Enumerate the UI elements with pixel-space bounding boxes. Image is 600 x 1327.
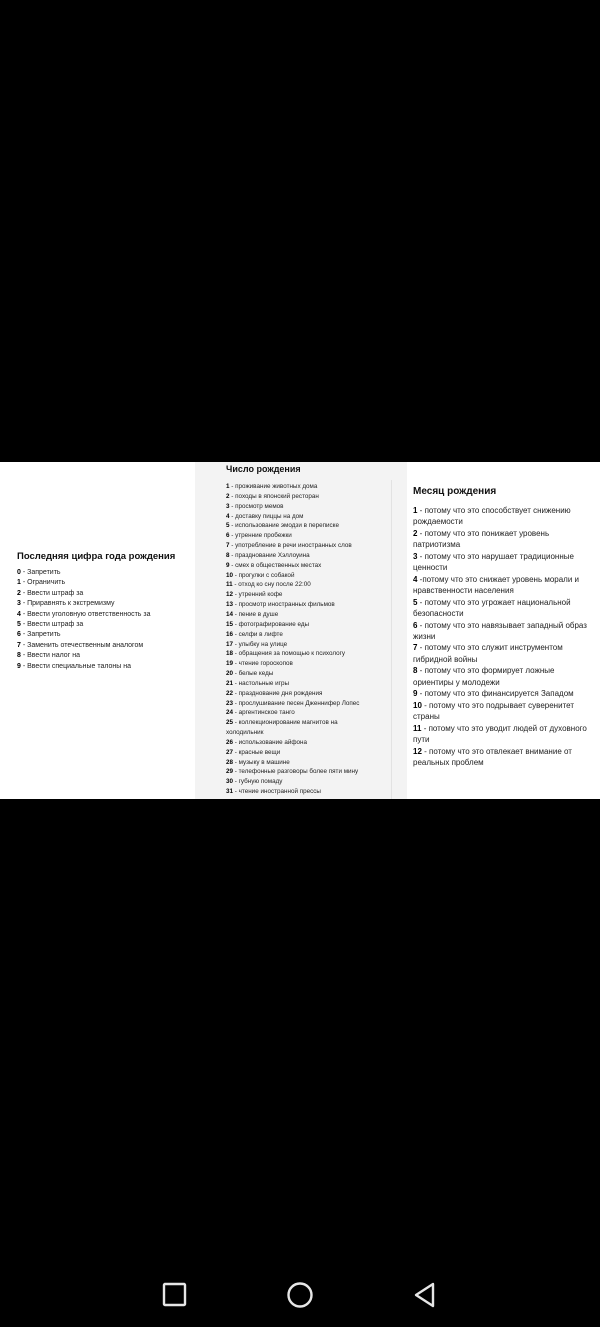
- item-text: - Ввести штраф за: [20, 621, 84, 629]
- list-item: [413, 723, 597, 745]
- list-item: [226, 640, 406, 650]
- item-text: - отход ко сну после 22:00: [232, 581, 311, 589]
- item-text: - аргентинское танго: [233, 709, 295, 717]
- list-item: [226, 738, 406, 748]
- item-number: 25: [226, 719, 234, 727]
- item-number: 1: [226, 483, 230, 490]
- item-text: - Ввести налог на: [20, 652, 80, 660]
- item-text: - Ввести специальные талоны на: [20, 662, 132, 670]
- item-text: - празднование Хэллоуина: [229, 551, 310, 559]
- item-number: 20: [226, 670, 234, 678]
- item-number: 18: [226, 650, 234, 658]
- item-number: 3: [17, 600, 21, 608]
- list-item: [413, 620, 597, 642]
- list-item: [226, 580, 406, 590]
- item-text: - пение в душе: [233, 610, 279, 618]
- list-item: [226, 551, 406, 561]
- item-text: - фотографирование еды: [233, 620, 310, 628]
- item-text: - просмотр мемов: [229, 502, 284, 510]
- item-number: 14: [226, 610, 234, 618]
- item-text: - использование эмодзи в переписке: [229, 522, 339, 530]
- list-item: [413, 528, 597, 550]
- item-number: 8: [226, 551, 230, 559]
- item-number: 12: [413, 746, 422, 756]
- last-digit-heading: Последняя цифра года рождения: [17, 551, 176, 562]
- birth-day-heading: Число рождения: [226, 464, 301, 474]
- list-item: [413, 746, 597, 768]
- list-item: [226, 492, 406, 502]
- list-item: [413, 665, 597, 687]
- list-item: [226, 748, 406, 758]
- item-text: - красные вещи: [233, 748, 281, 756]
- birth-month-heading: Месяц рождения: [413, 486, 497, 497]
- item-text: - улыбку на улице: [233, 640, 288, 648]
- item-number: 8: [413, 666, 418, 676]
- item-text: - музыку в машине: [233, 758, 290, 766]
- item-text: - Ограничить: [20, 579, 66, 587]
- item-text: - чтение гороскопов: [233, 660, 293, 668]
- item-number: 6: [17, 631, 21, 639]
- list-item: [413, 597, 597, 619]
- item-text: - Ввести уголовную ответственность за: [20, 610, 151, 618]
- item-text: - потому что это уводит людей от духовного пути: [413, 723, 587, 745]
- android-navigation-bar: [0, 1260, 600, 1327]
- item-number: 12: [226, 591, 234, 599]
- item-text: - потому что это отвлекает внимание от реальных проблем: [413, 746, 572, 767]
- list-item: [226, 512, 406, 522]
- item-text: - прослушивание песен Дженнифер Лопес: [233, 699, 360, 707]
- item-text: - потому что это финансируется Западом: [417, 689, 574, 699]
- item-number: 4: [17, 610, 21, 618]
- back-button[interactable]: [410, 1280, 440, 1310]
- birth-day-column: [195, 462, 407, 799]
- item-text: холодильник: [226, 729, 264, 737]
- item-text: - походы в японский ресторан: [229, 492, 319, 500]
- list-item: [226, 718, 406, 728]
- list-item: [413, 574, 597, 596]
- item-text: - употребление в речи иностранных слов: [229, 542, 352, 550]
- item-text: - потому что это способствует снижению рождаемости: [413, 506, 571, 527]
- list-item: [226, 502, 406, 512]
- item-number: 19: [226, 660, 234, 668]
- item-number: 9: [226, 561, 230, 569]
- item-number: 13: [226, 601, 234, 609]
- list-item: [226, 600, 406, 610]
- list-item: [226, 521, 406, 531]
- item-number: 2: [17, 589, 21, 597]
- item-text: - просмотр иностранных фильмов: [233, 601, 335, 609]
- item-text: - потому что это нарушает традиционные ценности: [413, 551, 574, 573]
- birth-month-column: [413, 486, 597, 769]
- item-number: 9: [413, 689, 418, 699]
- item-text: - смех в общественных местах: [229, 561, 322, 569]
- list-item: [226, 679, 406, 689]
- item-text: - утренние пробежки: [229, 532, 292, 540]
- list-item: [17, 662, 197, 672]
- item-text: - утренний кофе: [233, 591, 283, 599]
- list-item: [413, 551, 597, 573]
- item-number: 2: [413, 528, 418, 538]
- square-icon: [160, 1280, 190, 1310]
- list-item: [17, 641, 197, 651]
- item-text: - губную помаду: [233, 778, 283, 786]
- list-item: [226, 659, 406, 669]
- list-item: [413, 642, 597, 664]
- item-text: -потому что это снижает уровень морали и нравственности населения: [413, 574, 580, 595]
- item-number: 22: [226, 689, 234, 697]
- item-text: - Заменить отечественным аналогом: [20, 641, 144, 649]
- list-item: [226, 787, 406, 797]
- item-number: 11: [226, 581, 233, 589]
- item-text: - потому что это формирует ложные ориентиры у молодежи: [413, 666, 555, 687]
- recent-apps-button[interactable]: [160, 1280, 190, 1310]
- item-text: - прогулки с собакой: [233, 571, 295, 579]
- item-number: 11: [413, 723, 422, 733]
- item-text: - Приравнять к экстремизму: [20, 600, 115, 608]
- item-number: 29: [226, 768, 234, 776]
- item-text: - потому что это навязывает западный образ жизни: [413, 620, 587, 641]
- item-text: - потому что это понижает уровень патриотизма: [413, 528, 550, 550]
- list-item: [226, 482, 406, 492]
- list-item: [226, 610, 406, 620]
- item-text: - белые кеды: [233, 670, 274, 678]
- item-number: 7: [17, 641, 21, 649]
- birth-day-list: [226, 482, 406, 797]
- item-number: 0: [17, 569, 21, 576]
- list-item: [226, 571, 406, 581]
- item-number: 30: [226, 778, 234, 786]
- list-item: [226, 758, 406, 768]
- list-item: [413, 700, 597, 722]
- list-item: [413, 505, 597, 527]
- list-item: [226, 649, 406, 659]
- item-number: 3: [226, 502, 230, 510]
- item-number: 28: [226, 758, 234, 766]
- item-number: 15: [226, 620, 234, 628]
- list-item: [17, 630, 197, 640]
- list-item: [226, 728, 406, 738]
- item-number: 5: [226, 522, 230, 530]
- item-number: 5: [413, 597, 418, 607]
- item-number: 10: [413, 700, 422, 710]
- item-number: 4: [226, 512, 230, 520]
- list-item: [226, 699, 406, 709]
- circle-icon: [285, 1280, 315, 1310]
- item-text: - потому что это подрывает суверенитет страны: [413, 700, 574, 722]
- list-item: [17, 589, 197, 599]
- item-number: 6: [226, 532, 230, 540]
- list-item: [226, 689, 406, 699]
- item-text: - доставку пиццы на дом: [229, 512, 304, 520]
- list-item: [17, 651, 197, 661]
- list-item: [226, 708, 406, 718]
- item-text: - использование айфона: [233, 738, 308, 746]
- item-text: - проживание животных дома: [229, 483, 318, 490]
- list-item: [17, 568, 197, 578]
- item-text: - обращения за помощью к психологу: [233, 650, 346, 658]
- item-text: - коллекционирование магнитов на: [233, 719, 338, 727]
- item-text: - Ввести штраф за: [20, 589, 84, 597]
- item-number: 3: [413, 551, 418, 561]
- item-number: 16: [226, 630, 234, 638]
- item-text: - чтение иностранной прессы: [233, 788, 321, 796]
- list-item: [226, 630, 406, 640]
- list-item: [226, 541, 406, 551]
- item-number: 26: [226, 738, 234, 746]
- list-item: [226, 561, 406, 571]
- item-number: 1: [17, 579, 21, 587]
- horoscope-image: [0, 462, 600, 799]
- item-text: - телефонные разговоры более пяти мину: [233, 768, 359, 776]
- list-item: [17, 578, 197, 588]
- item-text: - потому что это угрожает национальной безопасности: [413, 597, 571, 618]
- birth-month-list: [413, 505, 597, 768]
- item-number: 5: [17, 621, 21, 629]
- item-number: 9: [17, 662, 21, 670]
- list-item: [413, 688, 597, 699]
- item-text: - Запретить: [20, 631, 61, 639]
- triangle-back-icon: [410, 1280, 440, 1310]
- item-text: - потому что это служит инструментом гибридной войны: [413, 643, 563, 664]
- item-text: - настольные игры: [233, 679, 289, 687]
- item-text: - Запретить: [20, 569, 61, 576]
- item-number: 31: [226, 788, 234, 796]
- last-digit-list: [17, 568, 197, 672]
- item-number: 2: [226, 492, 230, 500]
- item-number: 10: [226, 571, 234, 579]
- list-item: [17, 620, 197, 630]
- list-item: [17, 610, 197, 620]
- item-number: 7: [226, 542, 230, 550]
- list-item: [226, 777, 406, 787]
- item-number: 21: [226, 679, 234, 687]
- last-digit-column: [17, 551, 197, 672]
- home-button[interactable]: [285, 1280, 315, 1310]
- list-item: [226, 620, 406, 630]
- item-number: 8: [17, 652, 21, 660]
- item-number: 1: [413, 506, 418, 515]
- list-item: [226, 531, 406, 541]
- item-number: 4: [413, 574, 418, 584]
- item-number: 17: [226, 640, 234, 648]
- item-number: 27: [226, 748, 234, 756]
- item-number: 24: [226, 709, 234, 717]
- item-number: 7: [413, 643, 418, 653]
- list-item: [226, 669, 406, 679]
- list-item: [226, 590, 406, 600]
- list-item: [226, 767, 406, 777]
- item-text: - селфи в лифте: [233, 630, 283, 638]
- item-number: 6: [413, 620, 418, 630]
- item-text: - празднование дня рождения: [233, 689, 323, 697]
- item-number: 23: [226, 699, 234, 707]
- list-item: [17, 599, 197, 609]
